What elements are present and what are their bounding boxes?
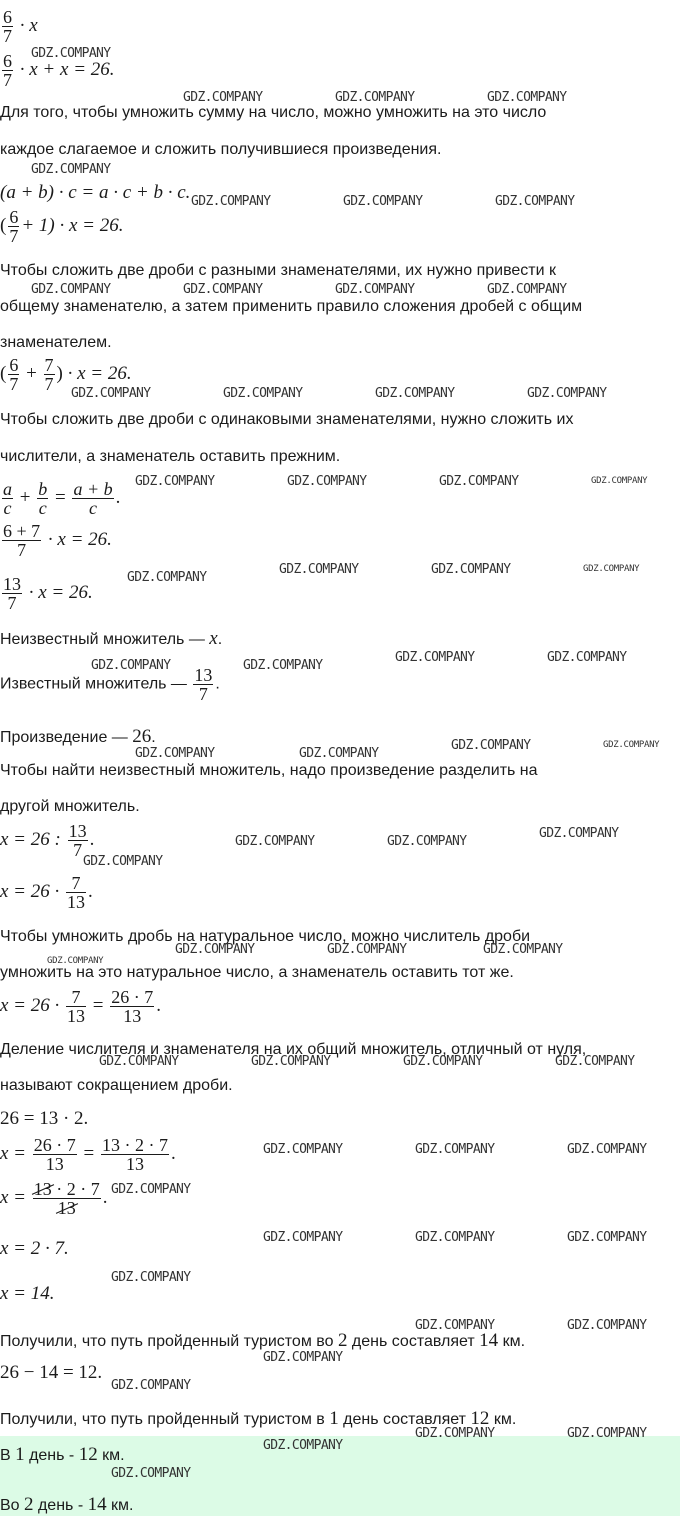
watermark: GDZ.COMPANY — [335, 282, 415, 297]
watermark: GDZ.COMPANY — [135, 746, 215, 761]
answer-day-2: Во 2 день - 14 км. — [0, 1494, 134, 1515]
equation-7: x = 26 · $\frac{7}{13}$ . — [0, 873, 93, 912]
watermark: GDZ.COMPANY — [127, 570, 207, 585]
watermark: GDZ.COMPANY — [111, 1270, 191, 1285]
watermark: GDZ.COMPANY — [235, 834, 315, 849]
watermark: GDZ.COMPANY — [415, 1318, 495, 1333]
equation-12: x = 14. — [0, 1283, 55, 1304]
cancelled-13: 13 — [57, 1198, 76, 1218]
watermark: GDZ.COMPANY — [555, 1054, 635, 1069]
fraction-6-7: $\frac{6}{7}$ — [3, 7, 12, 46]
watermark: GDZ.COMPANY — [567, 1142, 647, 1157]
watermark: GDZ.COMPANY — [547, 650, 627, 665]
watermark: GDZ.COMPANY — [483, 942, 563, 957]
watermark: GDZ.COMPANY — [31, 162, 111, 177]
cancelled-13: 13 — [33, 1179, 52, 1199]
result-day-2: Получили, что путь пройденный туристом во 2 день составляет 14 км. — [0, 1330, 526, 1351]
watermark: GDZ.COMPANY — [375, 386, 455, 401]
watermark: GDZ.COMPANY — [439, 474, 519, 489]
rule-fraction-times-number-2: умножить на это натуральное число, а знаменатель оставить тот же. — [0, 964, 514, 981]
watermark: GDZ.COMPANY — [263, 1438, 343, 1453]
watermark: GDZ.COMPANY — [31, 46, 111, 61]
watermark: GDZ.COMPANY — [395, 650, 475, 665]
watermark: GDZ.COMPANY — [287, 474, 367, 489]
equation-8: x = 26 · $\frac{7}{13}$ = $\frac{26 \cdot 7}{13}$ . — [0, 987, 161, 1026]
watermark: GDZ.COMPANY — [591, 476, 648, 486]
watermark: GDZ.COMPANY — [71, 386, 151, 401]
equation-11: x = 2 · 7. — [0, 1238, 69, 1259]
watermark: GDZ.COMPANY — [279, 562, 359, 577]
unknown-factor: Неизвестный множитель — x. — [0, 628, 223, 649]
watermark: GDZ.COMPANY — [83, 854, 163, 869]
rule-distributive-2: каждое слагаемое и сложить получившиеся произведения. — [0, 141, 442, 158]
equation-10-cancel: x = $\frac{13 \cdot 2 \cdot 7}{13}$ . — [0, 1179, 108, 1218]
watermark: GDZ.COMPANY — [415, 1142, 495, 1157]
equation-5: $\frac{13}{7}$ · x = 26. — [3, 574, 93, 613]
watermark: GDZ.COMPANY — [183, 90, 263, 105]
rule-diff-denominators-2: общему знаменателю, а затем применить правило сложения дробей с общим — [0, 298, 583, 315]
watermark: GDZ.COMPANY — [487, 282, 567, 297]
watermark: GDZ.COMPANY — [191, 194, 271, 209]
rule-reduce-fraction-1: Деление числителя и знаменателя на их общий множитель, отличный от нуля, — [0, 1041, 587, 1058]
fraction-6-7: $\frac{6}{7}$ — [9, 207, 19, 246]
watermark: GDZ.COMPANY — [415, 1426, 495, 1441]
result-day-1: Получили, что путь пройденный туристом в 1 день составляет 12 км. — [0, 1408, 517, 1429]
equation-3: ( $\frac{6}{7}$ + $\frac{7}{7}$ ) · x = 26. — [0, 355, 132, 394]
expr-6-7-x: $\frac{6}{7}$ · x — [3, 7, 38, 46]
equation-1: $\frac{6}{7}$ · x + x = 26. — [3, 51, 115, 90]
watermark: GDZ.COMPANY — [567, 1426, 647, 1441]
rule-diff-denominators-1: Чтобы сложить две дроби с разными знаменателями, их нужно привести к — [0, 262, 557, 279]
watermark: GDZ.COMPANY — [327, 942, 407, 957]
watermark: GDZ.COMPANY — [183, 282, 263, 297]
factorization: 26 = 13 · 2. — [0, 1108, 89, 1129]
watermark: GDZ.COMPANY — [31, 282, 111, 297]
watermark: GDZ.COMPANY — [387, 834, 467, 849]
watermark: GDZ.COMPANY — [263, 1230, 343, 1245]
equation-13: 26 − 14 = 12. — [0, 1362, 103, 1383]
watermark: GDZ.COMPANY — [567, 1318, 647, 1333]
equation-9: x = $\frac{26 \cdot 7}{13}$ = $\frac{13 \cdot 2 \cdot 7}{13}$ . — [0, 1135, 176, 1174]
equation-2: ( $\frac{6}{7}$ + 1) · x = 26. — [0, 207, 124, 246]
watermark: GDZ.COMPANY — [47, 956, 104, 966]
distributive-formula: (a + b) · c = a · c + b · c. — [0, 182, 191, 203]
rule-fraction-times-number-1: Чтобы умножить дробь на натуральное число, можно числитель дроби — [0, 928, 531, 945]
answer-day-1: В 1 день - 12 км. — [0, 1444, 125, 1465]
fraction-6-7: $\frac{6}{7}$ — [3, 51, 12, 90]
rule-unknown-factor-1: Чтобы найти неизвестный множитель, надо произведение разделить на — [0, 762, 538, 779]
rule-diff-denominators-3: знаменателем. — [0, 334, 112, 351]
watermark: GDZ.COMPANY — [487, 90, 567, 105]
watermark: GDZ.COMPANY — [299, 746, 379, 761]
watermark: GDZ.COMPANY — [527, 386, 607, 401]
fraction-7-7: $\frac{7}{7}$ — [44, 355, 54, 394]
watermark: GDZ.COMPANY — [335, 90, 415, 105]
watermark: GDZ.COMPANY — [263, 1142, 343, 1157]
equation-4: $\frac{6 + 7}{7}$ · x = 26. — [3, 521, 112, 560]
watermark: GDZ.COMPANY — [223, 386, 303, 401]
known-factor: Известный множитель — $\frac{13}{7}$ . — [0, 665, 220, 704]
watermark: GDZ.COMPANY — [343, 194, 423, 209]
rule-unknown-factor-2: другой множитель. — [0, 798, 140, 815]
watermark: GDZ.COMPANY — [403, 1054, 483, 1069]
fraction-6-7: $\frac{6}{7}$ — [9, 355, 19, 394]
watermark: GDZ.COMPANY — [567, 1230, 647, 1245]
watermark: GDZ.COMPANY — [431, 562, 511, 577]
watermark: GDZ.COMPANY — [263, 1350, 343, 1365]
rule-same-denominators-2: числители, а знаменатель оставить прежним. — [0, 448, 341, 465]
watermark: GDZ.COMPANY — [135, 474, 215, 489]
rule-distributive-1: Для того, чтобы умножить сумму на число, можно умножить на это число — [0, 104, 547, 121]
rule-same-denominators-1: Чтобы сложить две дроби с одинаковыми знаменателями, нужно сложить их — [0, 411, 574, 428]
watermark: GDZ.COMPANY — [251, 1054, 331, 1069]
watermark: GDZ.COMPANY — [415, 1230, 495, 1245]
rule-reduce-fraction-2: называют сокращением дроби. — [0, 1077, 233, 1094]
watermark: GDZ.COMPANY — [495, 194, 575, 209]
watermark: GDZ.COMPANY — [583, 564, 640, 574]
watermark: GDZ.COMPANY — [175, 942, 255, 957]
same-denominator-formula: $\frac{a}{c}$ + $\frac{b}{c}$ = $\frac{a + b}{c}$ . — [3, 479, 121, 518]
watermark: GDZ.COMPANY — [111, 1378, 191, 1393]
watermark: GDZ.COMPANY — [451, 738, 531, 753]
watermark: GDZ.COMPANY — [111, 1466, 191, 1481]
watermark: GDZ.COMPANY — [539, 826, 619, 841]
watermark: GDZ.COMPANY — [91, 658, 171, 673]
product-value: Произведение — 26. — [0, 726, 156, 747]
watermark: GDZ.COMPANY — [111, 1182, 191, 1197]
watermark: GDZ.COMPANY — [243, 658, 323, 673]
watermark: GDZ.COMPANY — [603, 740, 660, 750]
equation-6: x = 26 : $\frac{13}{7}$ . — [0, 821, 95, 860]
watermark: GDZ.COMPANY — [99, 1054, 179, 1069]
